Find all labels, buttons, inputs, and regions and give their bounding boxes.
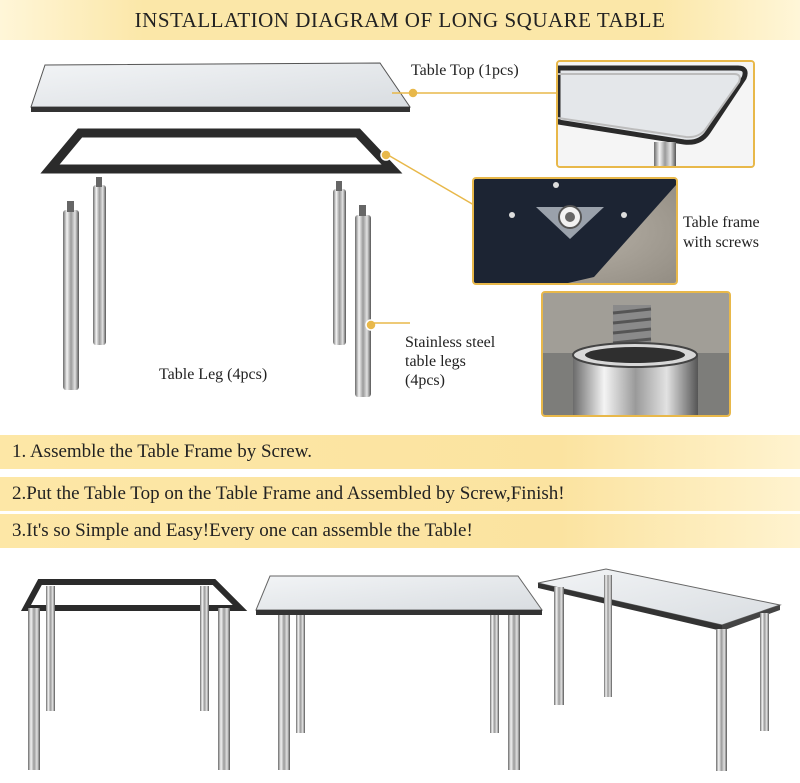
- diagram-title: INSTALLATION DIAGRAM OF LONG SQUARE TABLE: [134, 7, 666, 32]
- title-banner: [0, 0, 800, 40]
- frame-label-line1: Table frame: [683, 214, 760, 231]
- table-leg-label: Table Leg (4pcs): [159, 366, 268, 383]
- step-1-text: 1. Assemble the Table Frame by Screw.: [12, 441, 312, 462]
- step-3-text: 3.It's so Simple and Easy!Every one can assemble the Table!: [12, 520, 473, 541]
- frame-corner-photo: [472, 177, 678, 285]
- step-3-bar: [0, 514, 800, 548]
- legs-label-line2: table legs: [405, 353, 466, 370]
- leg-screw-photo: [541, 291, 731, 417]
- legs-label-line1: Stainless steel: [405, 334, 496, 351]
- step-1-bar: [0, 435, 800, 469]
- assembled-frame-illustration: [18, 572, 248, 777]
- frame-connector: [386, 150, 476, 210]
- step-2-bar: [0, 477, 800, 511]
- legs-label-line3: (4pcs): [405, 372, 445, 389]
- table-top-illustration: [25, 55, 425, 120]
- assembled-table-angled-illustration: [536, 565, 786, 777]
- step-2-text: 2.Put the Table Top on the Table Frame and Assembled by Screw,Finish!: [12, 483, 565, 504]
- table-top-connector: [390, 88, 560, 98]
- assembled-table-illustration: [250, 570, 550, 775]
- table-top-corner-photo: [556, 60, 755, 168]
- table-top-label: Table Top (1pcs): [411, 62, 519, 79]
- frame-illustration: [40, 125, 410, 180]
- frame-label-line2: with screws: [683, 234, 759, 251]
- legs-connector: [370, 318, 412, 328]
